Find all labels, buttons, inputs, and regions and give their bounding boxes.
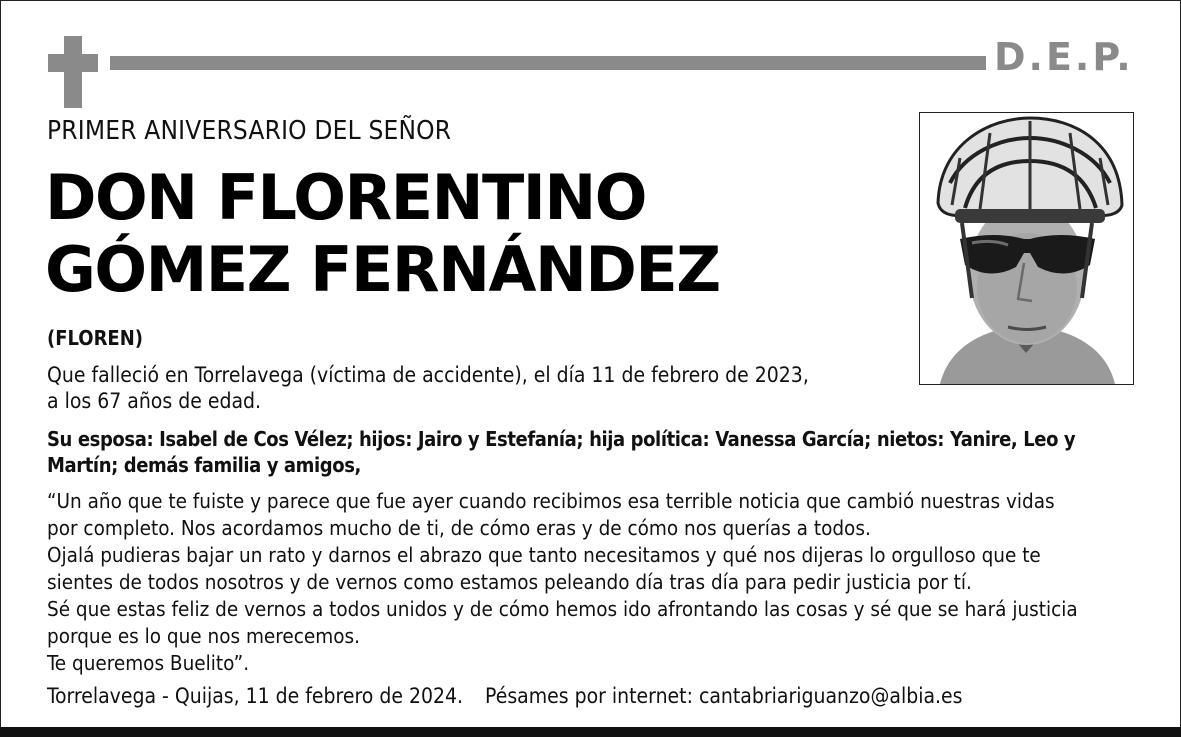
cross-icon-vertical xyxy=(64,36,82,108)
deceased-name-line-2: GÓMEZ FERNÁNDEZ xyxy=(45,233,720,306)
message-line: por completo. Nos acordamos mucho de ti, de cómo eras y de cómo nos querías a todos. xyxy=(47,516,871,540)
message-line: porque es lo que nos merecemos. xyxy=(47,624,360,648)
message-line: Ojalá pudieras bajar un rato y darnos el abrazo que tanto necesitamos y qué nos dijeras lo orgulloso que te xyxy=(47,543,1041,567)
family-line: Su esposa: Isabel de Cos Vélez; hijos: Jairo y Estefanía; hija política: Vanessa García; nietos: Yanire, Leo y xyxy=(47,427,1076,451)
bottom-rule xyxy=(0,727,1181,737)
message-line: sientes de todos nosotros y de vernos como estamos peleando día tras día para pedir justicia por tí. xyxy=(47,570,972,594)
anniversary-subtitle: PRIMER ANIVERSARIO DEL SEÑOR xyxy=(47,116,452,146)
footer xyxy=(47,684,963,708)
message-line: “Un año que te fuiste y parece que fue ayer cuando recibimos esa terrible noticia que cambió nuestras vidas xyxy=(47,489,1055,513)
footer-condolences: Pésames por internet: cantabriariguanzo@albia.es xyxy=(485,684,963,708)
dep-label: D.E.P. xyxy=(994,35,1134,79)
portrait-photo xyxy=(919,112,1134,385)
header-rule xyxy=(110,56,986,70)
cross-icon-horizontal xyxy=(48,54,98,72)
family-line: Martín; demás familia y amigos, xyxy=(47,453,361,477)
deceased-name-line-1: DON FLORENTINO xyxy=(45,161,646,234)
message-line: Sé que estas feliz de vernos a todos unidos y de cómo hemos ido afrontando las cosas y sé que se hará justicia xyxy=(47,597,1078,621)
message-line: Te queremos Buelito”. xyxy=(47,651,250,675)
death-notice-line: a los 67 años de edad. xyxy=(47,389,262,413)
portrait-photo-icon xyxy=(920,113,1133,384)
nickname: (FLOREN) xyxy=(47,326,143,350)
footer-place-date: Torrelavega - Quijas, 11 de febrero de 2024. xyxy=(47,684,464,708)
memorial-message xyxy=(47,488,1078,677)
family-list xyxy=(47,426,1075,478)
death-notice-line: Que falleció en Torrelavega (víctima de accidente), el día 11 de febrero de 2023, xyxy=(47,363,809,387)
death-notice xyxy=(47,362,809,414)
